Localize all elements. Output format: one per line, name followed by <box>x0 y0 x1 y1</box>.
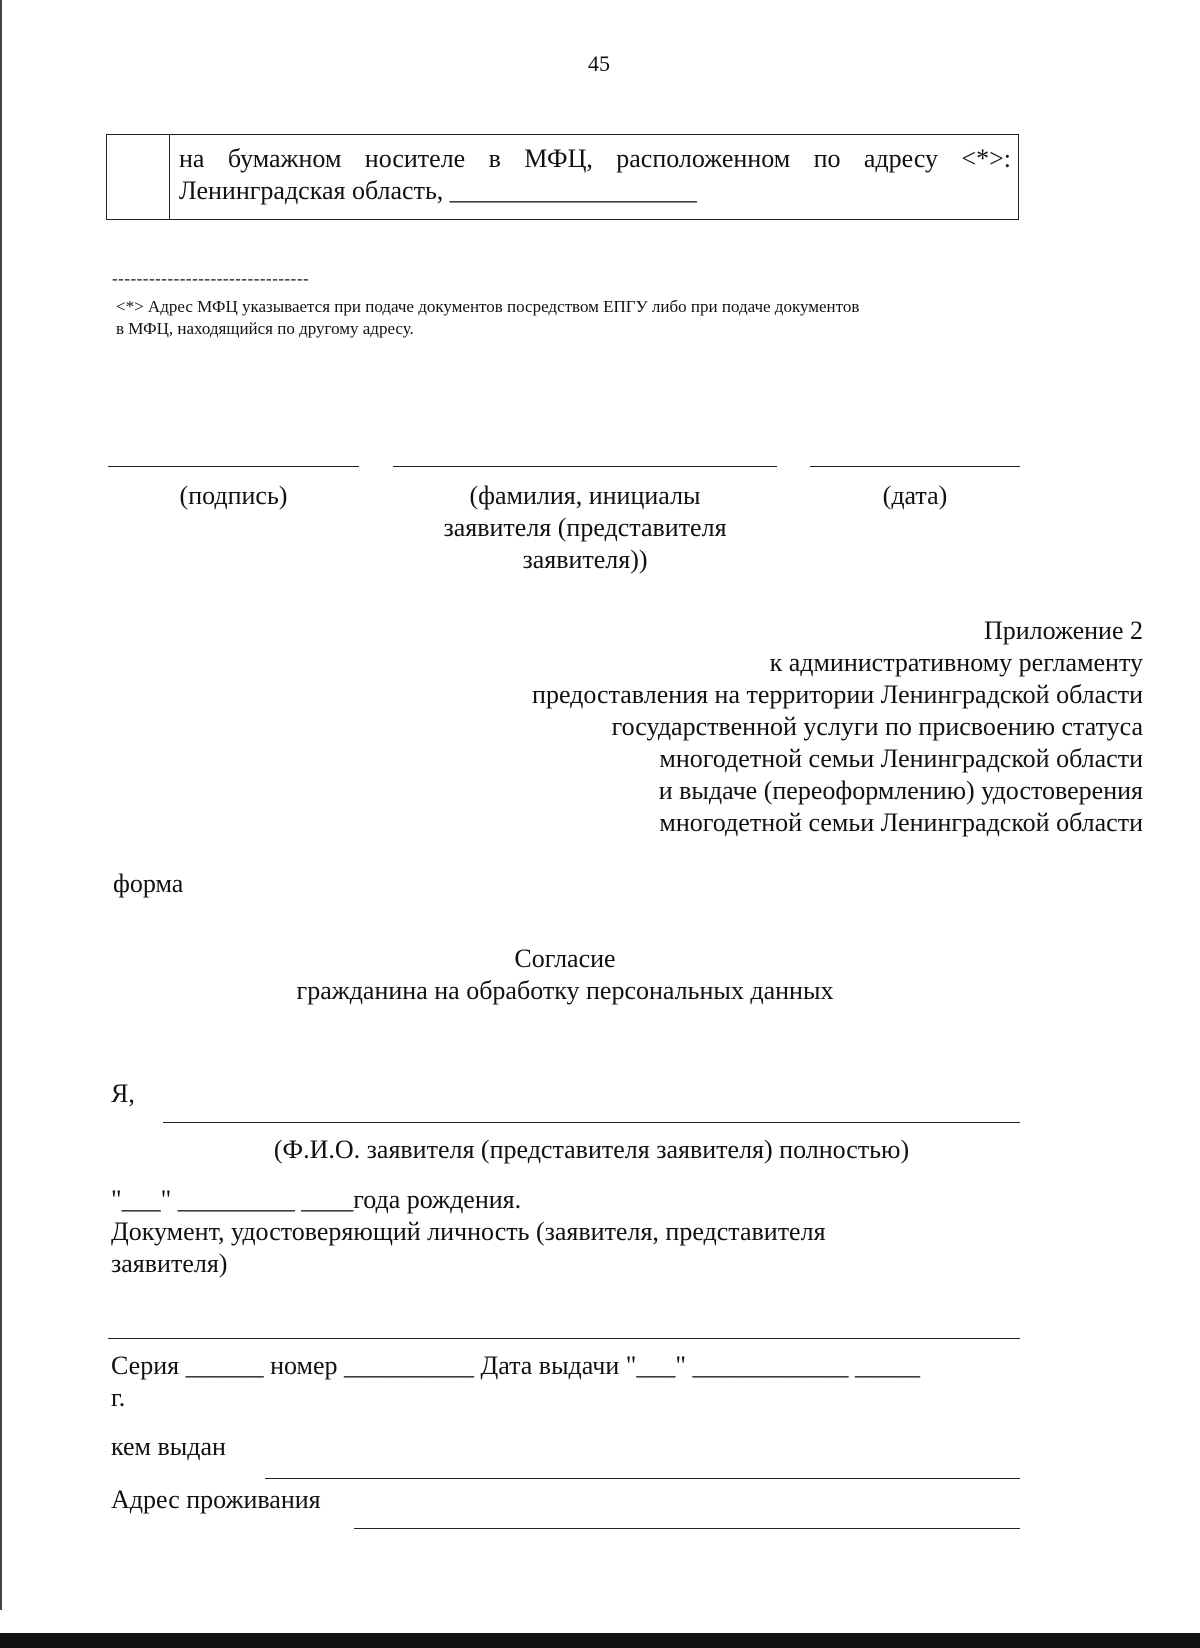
fio-caption: (Ф.И.О. заявителя (представителя заявителя) полностью) <box>273 1135 910 1164</box>
issued-by-line[interactable] <box>265 1478 1020 1479</box>
footnote-separator: -------------------------------- <box>112 269 310 288</box>
address-label: Адрес проживания <box>111 1485 321 1514</box>
footnote-line-2: в МФЦ, находящийся по другому адресу. <box>116 319 414 338</box>
appendix-line-7: многодетной семьи Ленинградской области <box>659 808 1143 837</box>
issued-by-label: кем выдан <box>111 1432 226 1461</box>
fio-line[interactable] <box>163 1122 1020 1123</box>
appendix-line-5: многодетной семьи Ленинградской области <box>659 744 1143 773</box>
appendix-line-3: предоставления на территории Ленинградской области <box>532 680 1143 709</box>
i-label: Я, <box>111 1079 135 1108</box>
footnote-line-1: <*> Адрес МФЦ указывается при подаче документов посредством ЕПГУ либо при подаче документов <box>116 297 860 316</box>
date-caption: (дата) <box>882 481 948 510</box>
name-caption-line-3: заявителя)) <box>522 545 648 574</box>
address-line[interactable] <box>354 1528 1020 1529</box>
name-line[interactable] <box>393 466 777 467</box>
year-suffix: г. <box>111 1383 126 1412</box>
id-document-line-1: Документ, удостоверяющий личность (заявителя, представителя <box>111 1217 826 1246</box>
delivery-option-address: Ленинградская область, ___________________ <box>179 176 697 205</box>
appendix-line-4: государственной услуги по присвоению статуса <box>611 712 1143 741</box>
date-line[interactable] <box>810 466 1020 467</box>
appendix-line-1: Приложение 2 <box>983 616 1143 645</box>
scan-left-edge <box>0 0 2 1610</box>
scan-bottom-edge <box>0 1633 1200 1648</box>
delivery-option-text: на бумажном носителе в МФЦ, расположенном по адресу <*>: <box>179 144 1011 173</box>
id-document-line-2: заявителя) <box>111 1249 228 1278</box>
consent-subtitle: гражданина на обработку персональных данных <box>296 976 834 1005</box>
appendix-line-2: к административному регламенту <box>769 648 1143 677</box>
consent-title: Согласие <box>514 944 616 973</box>
name-caption <box>393 480 777 576</box>
name-caption-line-1: (фамилия, инициалы <box>469 481 701 510</box>
delivery-option-checkbox[interactable] <box>107 135 170 219</box>
page-number: 45 <box>588 51 610 76</box>
signature-line[interactable] <box>108 466 359 467</box>
birth-date-line[interactable]: "___" _________ ____года рождения. <box>111 1185 522 1214</box>
appendix-line-6: и выдаче (переоформлению) удостоверения <box>658 776 1143 805</box>
form-label: форма <box>113 869 184 898</box>
delivery-option-row <box>106 134 1019 220</box>
appendix-header <box>532 615 1143 839</box>
id-document-line[interactable] <box>108 1338 1020 1339</box>
name-caption-line-2: заявителя (представителя <box>443 513 727 542</box>
series-number-line[interactable]: Серия ______ номер __________ Дата выдачи "___" ____________ _____ <box>111 1351 920 1380</box>
signature-caption: (подпись) <box>179 481 288 510</box>
